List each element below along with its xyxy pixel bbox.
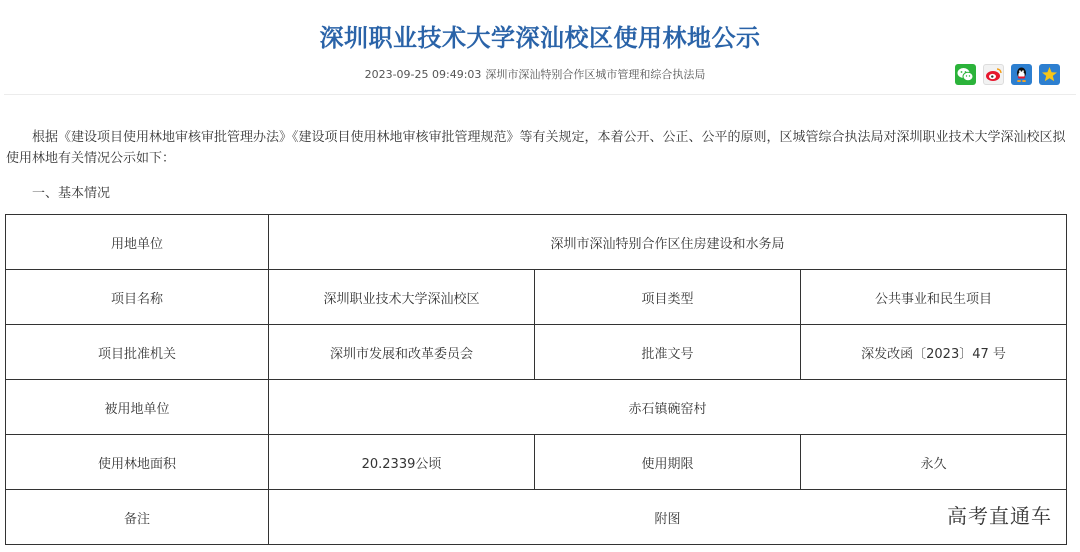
cell-value: 公共事业和民生项目 <box>801 270 1067 325</box>
cell-label: 使用期限 <box>535 435 801 490</box>
cell-value: 深圳职业技术大学深汕校区 <box>269 270 535 325</box>
cell-label: 项目名称 <box>6 270 269 325</box>
cell-label: 用地单位 <box>6 215 269 270</box>
cell-value: 20.2339公顷 <box>269 435 535 490</box>
cell-label: 项目类型 <box>535 270 801 325</box>
cell-label: 使用林地面积 <box>6 435 269 490</box>
intro-paragraph: 根据《建设项目使用林地审核审批管理办法》《建设项目使用林地审核审批管理规范》等有关规定，本着公开、公正、公平的原则，区城管综合执法局对深圳职业技术大学深汕校区拟使用林地有关情况公示如下： <box>6 130 1066 166</box>
wechat-icon[interactable] <box>955 64 976 85</box>
section-heading: 一、基本情况 <box>32 186 111 201</box>
cell-label: 被用地单位 <box>6 380 269 435</box>
cell-label: 批准文号 <box>535 325 801 380</box>
publisher: 深圳市深汕特别合作区城市管理和综合执法局 <box>485 68 706 81</box>
cell-label: 项目批准机关 <box>6 325 269 380</box>
publish-date: 2023-09-25 09:49:03 <box>364 68 482 81</box>
watermark: 高考直通车 <box>947 504 1052 528</box>
cell-value: 附图 <box>269 490 1067 545</box>
cell-value: 永久 <box>801 435 1067 490</box>
qq-icon[interactable] <box>1011 64 1032 85</box>
article-meta <box>0 66 1070 82</box>
table-row <box>6 215 1067 270</box>
cell-value: 深圳市发展和改革委员会 <box>269 325 535 380</box>
weibo-icon[interactable] <box>983 64 1004 85</box>
cell-value: 深圳市深汕特别合作区住房建设和水务局 <box>269 215 1067 270</box>
header-divider <box>4 94 1076 95</box>
share-bar <box>955 64 1060 85</box>
basic-info-table <box>5 214 1067 545</box>
table-row <box>6 435 1067 490</box>
cell-label: 备注 <box>6 490 269 545</box>
cell-value: 赤石镇碗窑村 <box>269 380 1067 435</box>
qzone-icon[interactable] <box>1039 64 1060 85</box>
page-title: 深圳职业技术大学深汕校区使用林地公示 <box>319 24 761 52</box>
cell-value: 深发改函〔2023〕47 号 <box>801 325 1067 380</box>
table-row <box>6 270 1067 325</box>
table-row <box>6 380 1067 435</box>
table-row <box>6 490 1067 545</box>
table-row <box>6 325 1067 380</box>
